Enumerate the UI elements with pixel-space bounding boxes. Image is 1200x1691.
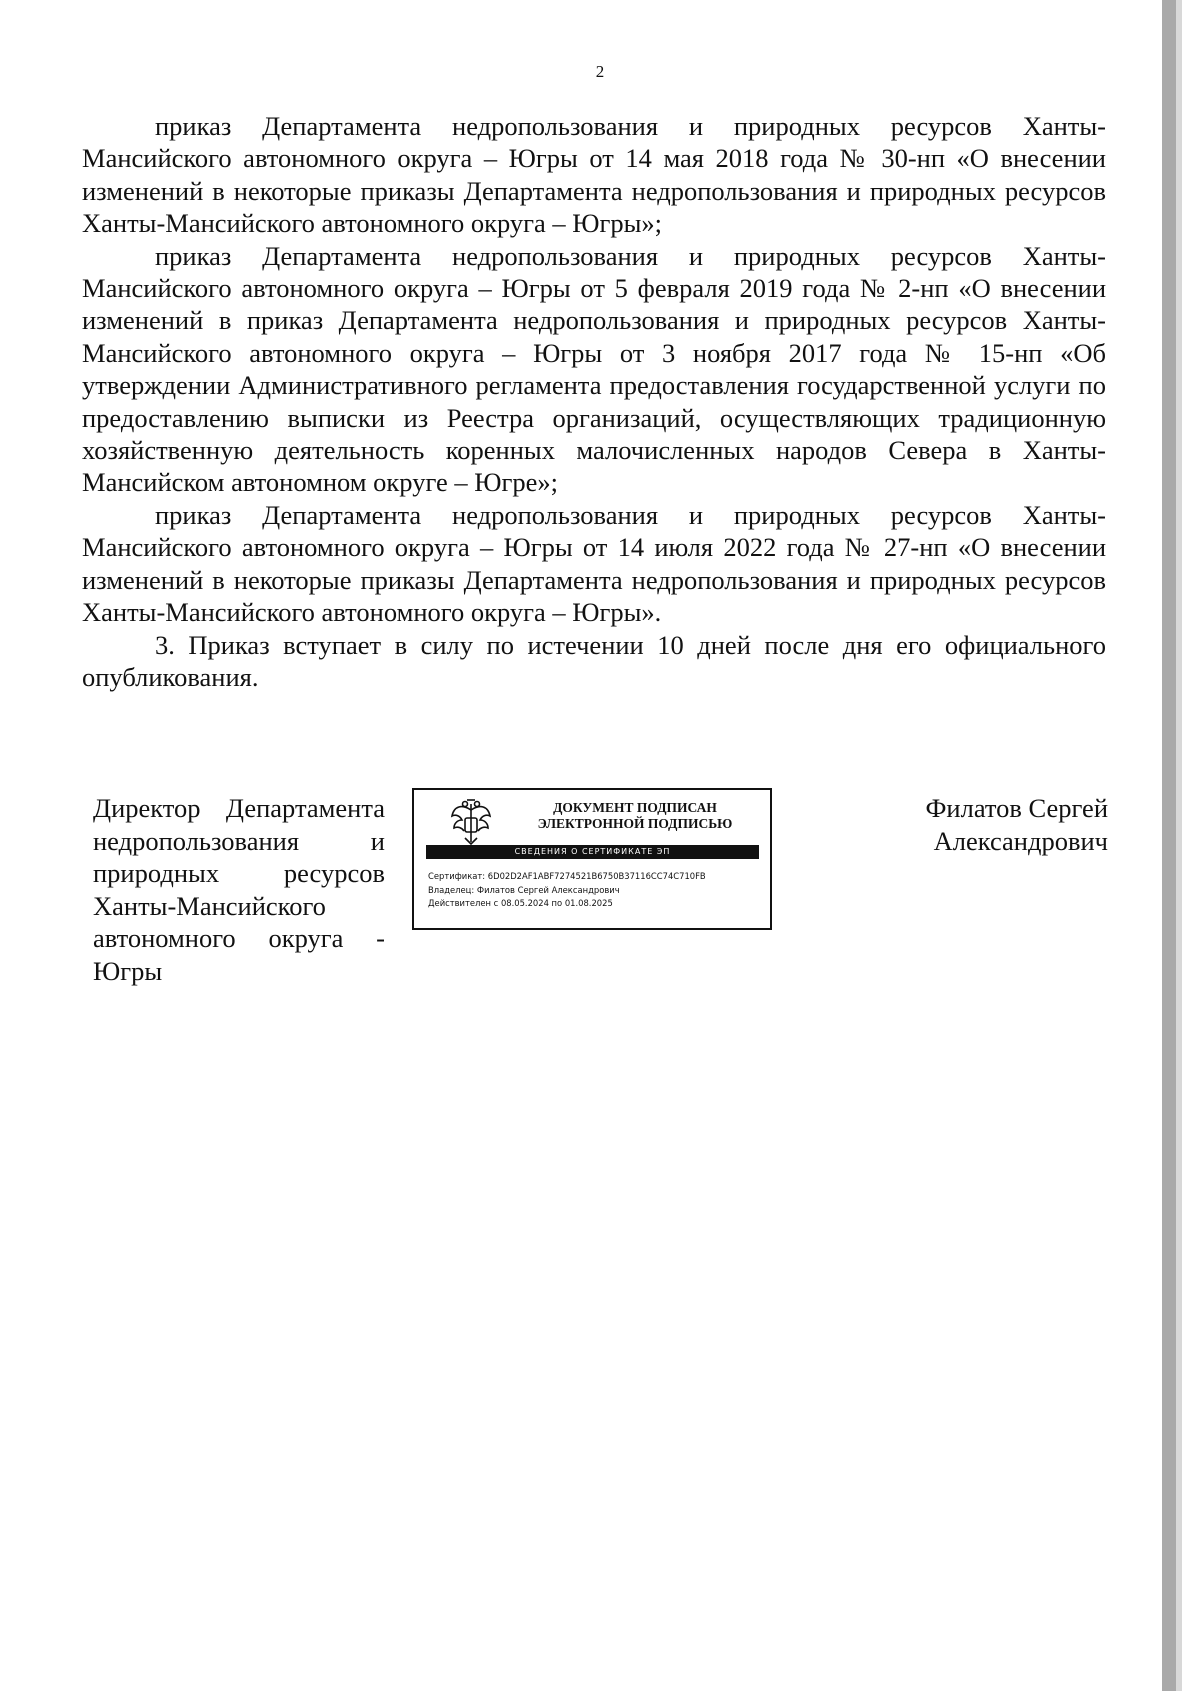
document-body (82, 110, 1106, 693)
stamp-certificate: Сертификат: 6D02D2AF1ABF7274521B6750B37116CC74C710FB (428, 871, 706, 881)
paragraph-order-2022: приказ Департамента недропользования и природных ресурсов Ханты-Мансийского автономного округа – Югры от 14 июля 2022 года № 27-нп «О внесении изменений в некоторые приказы Департамента недропользования и природных ресурсов Ханты-Мансийского автономного округа – Югры». (82, 499, 1106, 628)
signatory-position (93, 792, 385, 987)
signatory-position-last: Югры (93, 955, 163, 986)
stamp-title-line1: ДОКУМЕНТ ПОДПИСАН (553, 800, 717, 815)
page-number: 2 (595, 62, 605, 81)
stamp-title (510, 800, 760, 832)
paragraph-order-2018: приказ Департамента недропользования и природных ресурсов Ханты-Мансийского автономного округа – Югры от 14 мая 2018 года № 30-нп «О внесении изменений в некоторые приказы Департамента недропользования и природных ресурсов Ханты-Мансийского автономного округа – Югры»; (82, 111, 1106, 239)
stamp-validity: Действителен с 08.05.2024 по 01.08.2025 (428, 898, 613, 908)
stamp-details (428, 870, 768, 911)
stamp-owner: Владелец: Филатов Сергей Александрович (428, 884, 620, 895)
signer-name-line2: Александрович (933, 825, 1108, 856)
signer-name-line1: Филатов Сергей (925, 793, 1108, 823)
coat-of-arms-icon (448, 798, 494, 848)
stamp-certificate-bar: СВЕДЕНИЯ О СЕРТИФИКАТЕ ЭП (426, 845, 759, 859)
paragraph-order-2019: приказ Департамента недропользования и природных ресурсов Ханты-Мансийского автономного округа – Югры от 5 февраля 2019 года № 2-нп «О внесении изменений в приказ Департамента недропользования и природных ресурсов Ханты-Мансийского автономного округа – Югры от 3 ноября 2017 года № 15-нп «Об утверждении Административного регламента предоставления государственной услуги по предоставлению выписки из Реестра организаций, осуществляющих традиционную хозяйственную деятельность коренных малочисленных народов Севера в Ханты-Мансийском автономном округе – Югре»; (82, 240, 1106, 498)
signer-name (848, 792, 1108, 857)
paragraph-effective-date: 3. Приказ вступает в силу по истечении 10 дней после дня его официального опубликования. (82, 629, 1106, 692)
scan-edge-highlight (1176, 0, 1182, 1691)
signatory-position-text: Директор Департамента недропользования и природных ресурсов Ханты-Мансийского автономного округа - (93, 793, 385, 953)
scan-edge-shadow (1162, 0, 1176, 1691)
electronic-signature-stamp (412, 788, 772, 930)
stamp-title-line2: ЭЛЕКТРОННОЙ ПОДПИСЬЮ (537, 816, 733, 831)
